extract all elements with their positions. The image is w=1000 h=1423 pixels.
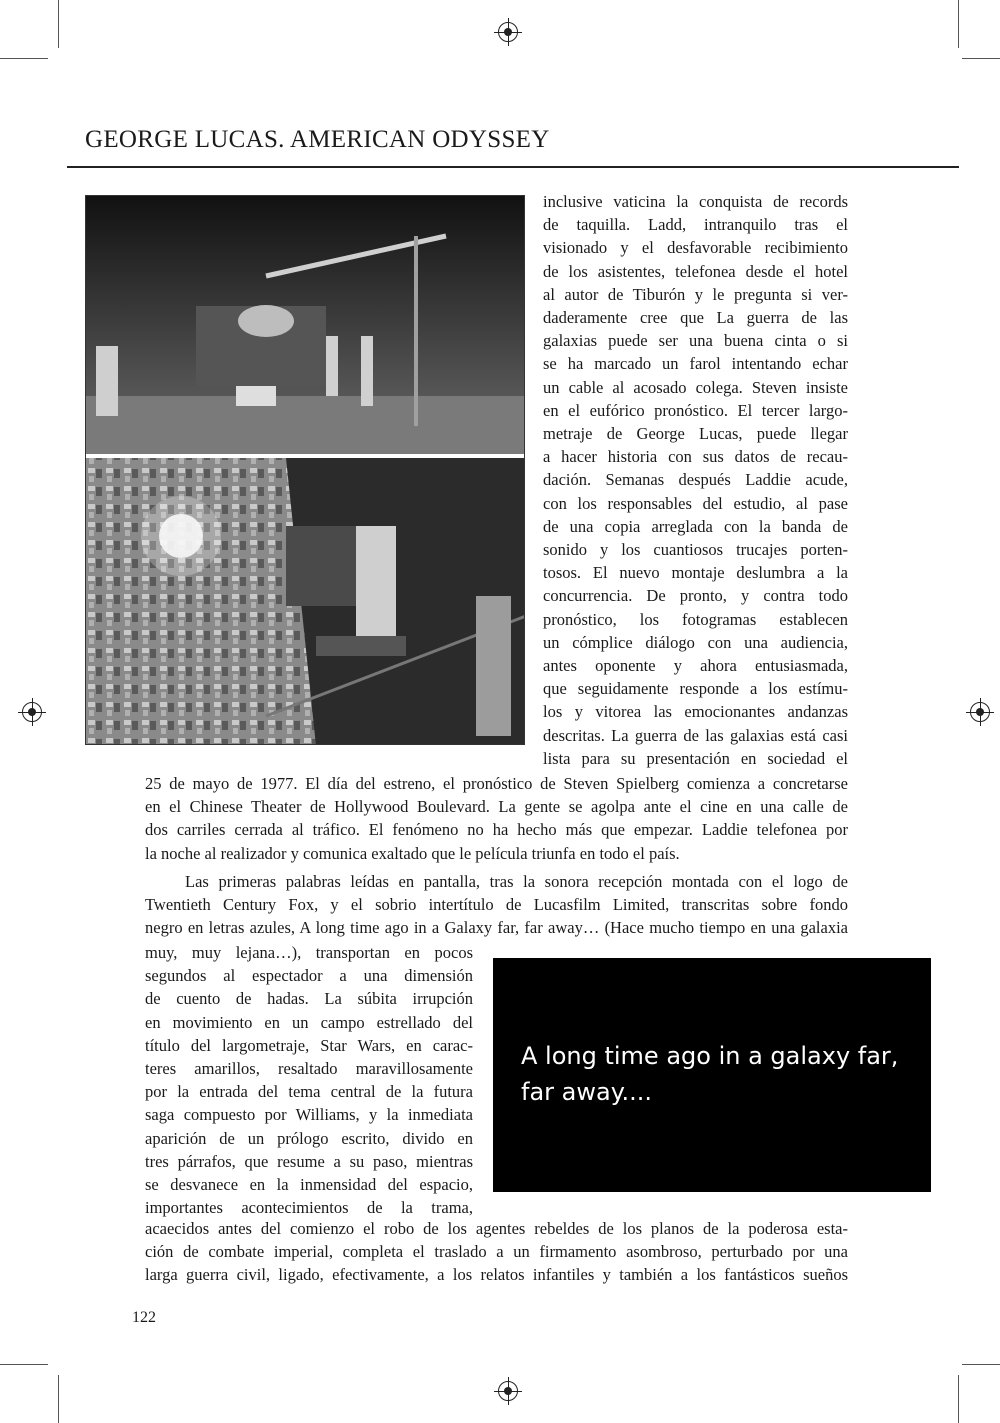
text-line: pronóstico, los fotogramas establecen (543, 609, 848, 629)
crop-mark (58, 0, 59, 48)
body-paragraph (145, 772, 848, 865)
body-paragraph (145, 870, 848, 940)
text-line: dos carriles cerrada al tráfico. El fenómeno no ha hecho más que empezar. Laddie telefonea por (145, 820, 848, 840)
text-line: tosos. El nuevo montaje deslumbra a la (543, 563, 848, 583)
text-line: se desvanece en la inmensidad del espacio, (145, 1175, 473, 1195)
crop-mark (0, 1364, 48, 1365)
production-photo (85, 195, 525, 745)
registration-mark-icon (970, 702, 990, 722)
text-line: lista para su presentación en sociedad el (543, 748, 848, 768)
text-line: de los asistentes, telefonea desde el hotel (543, 261, 848, 281)
opening-title-line: far away.... (521, 1078, 652, 1106)
text-line: al autor de Tiburón y le pregunta si ver- (543, 284, 848, 304)
opening-title-line: A long time ago in a galaxy far, (521, 1042, 899, 1070)
running-head: GEORGE LUCAS. AMERICAN ODYSSEY (85, 126, 550, 153)
crop-mark (958, 0, 959, 48)
text-line: importantes acontecimientos de la trama, (145, 1198, 473, 1218)
text-line: Twentieth Century Fox, y el sobrio intertítulo de Lucasfilm Limited, transcritas sobre fondo (145, 895, 848, 915)
opening-title-card (493, 958, 931, 1192)
text-line: en el Chinese Theater de Hollywood Boulevard. La gente se agolpa ante el cine en una calle de (145, 797, 848, 817)
crop-mark (962, 1364, 1000, 1365)
text-line: metraje de George Lucas, puede llegar (543, 424, 848, 444)
text-line: daderamente cree que La guerra de las (543, 308, 848, 328)
photo-illustration (86, 196, 525, 745)
text-line: antes oponente y ahora entusiasmada, (543, 656, 848, 676)
text-line: la noche al realizador y comunica exaltado que le película triunfa en todo el país. (145, 843, 680, 863)
body-paragraph (145, 1217, 848, 1287)
text-line: un cómplice diálogo con una audiencia, (543, 632, 848, 652)
text-line: descritas. La guerra de las galaxias está casi (543, 725, 848, 745)
text-line: los y vitorea las emocionantes andanzas (543, 702, 848, 722)
text-line: en el eufórico pronóstico. El tercer largo- (543, 400, 848, 420)
text-line: aparición de un prólogo escrito, divido en (145, 1128, 473, 1148)
registration-mark-icon (498, 1381, 518, 1401)
text-line: que seguidamente responde a los estímu- (543, 679, 848, 699)
registration-mark-icon (22, 702, 42, 722)
text-line: a hacer historia con sus datos de recau- (543, 447, 848, 467)
text-line: Las primeras palabras leídas en pantalla, tras la sonora recepción montada con el logo de (185, 872, 848, 891)
text-line: dación. Semanas después Laddie acude, (543, 470, 848, 490)
body-paragraph (543, 190, 848, 770)
text-line: se ha marcado un farol intentando echar (543, 354, 848, 374)
header-rule (67, 166, 959, 168)
crop-mark (58, 1375, 59, 1423)
text-line: visionado y el desfavorable recibimiento (543, 238, 848, 258)
text-line: por la entrada del tema central de la futura (145, 1082, 473, 1102)
text-line: larga guerra civil, ligado, efectivamente, a los relatos infantiles y también a los fantásticos sueños (145, 1265, 848, 1285)
text-line: en movimiento en un campo estrellado del (145, 1012, 473, 1032)
crop-mark (0, 58, 48, 59)
page-number: 122 (132, 1309, 156, 1326)
text-line: concurrencia. De pronto, y contra todo (543, 586, 848, 606)
body-paragraph (145, 941, 473, 1219)
text-line: muy, muy lejana…), transportan en pocos (145, 943, 473, 962)
text-line: teres amarillos, resaltado maravillosamente (145, 1059, 473, 1079)
text-line: de una copia arreglada con la banda de (543, 516, 848, 536)
text-line: sonido y los cuantiosos trucajes porten- (543, 540, 848, 560)
text-line: tres párrafos, que resume a su paso, mientras (145, 1151, 473, 1171)
text-line: con los responsables del estudio, al pase (543, 493, 848, 513)
text-line: saga compuesto por Williams, y la inmediata (145, 1105, 473, 1125)
text-line: galaxias puede ser una buena cinta o si (543, 331, 848, 351)
text-line: inclusive vaticina la conquista de records (543, 192, 848, 211)
text-line: negro en letras azules, A long time ago in a Galaxy far, far away… (Hace mucho tiempo en una galaxia (145, 918, 848, 938)
text-line: un cable al acosado colega. Steven insiste (543, 377, 848, 397)
text-line: título del largometraje, Star Wars, en carac- (145, 1035, 473, 1055)
crop-mark (958, 1375, 959, 1423)
registration-mark-icon (498, 22, 518, 42)
opening-title-text (521, 1038, 921, 1110)
text-line: de taquilla. Ladd, intranquilo tras el (543, 215, 848, 235)
text-line: ción de combate imperial, completa el traslado a un firmamento asombroso, perturbado por una (145, 1242, 848, 1262)
text-line: de cuento de hadas. La súbita irrupción (145, 989, 473, 1009)
text-line: segundos al espectador a una dimensión (145, 966, 473, 986)
text-line: acaecidos antes del comienzo el robo de los agentes rebeldes de los planos de la poderosa esta- (145, 1219, 848, 1238)
crop-mark (962, 58, 1000, 59)
text-line: 25 de mayo de 1977. El día del estreno, el pronóstico de Steven Spielberg comienza a concretarse (145, 774, 848, 793)
